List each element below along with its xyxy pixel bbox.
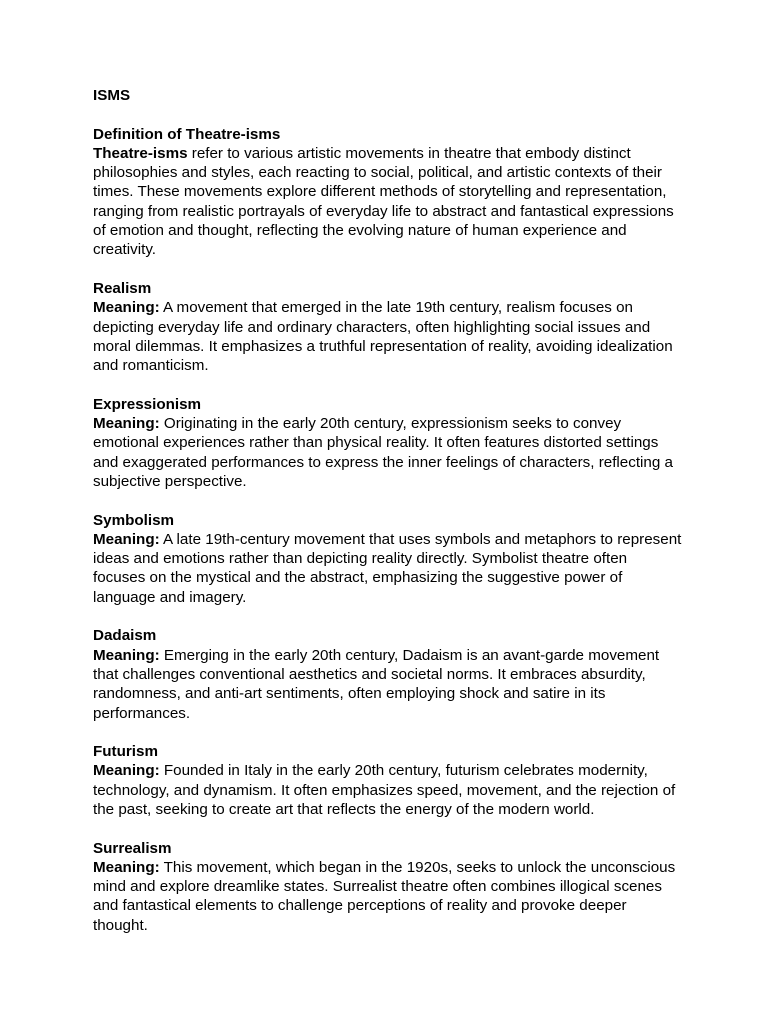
definition-text: refer to various artistic movements in theatre that embody distinct philosophies and styles, each reacting to social, political, and artistic contexts of their times. These movements explore different methods of storytelling and representation, ranging from realistic portrayals of everyday life to abstract and fantastical expressions of emotion and thought, reflecting the evolving nature of human experience and creativity. bbox=[93, 144, 674, 259]
section-realism bbox=[93, 279, 683, 375]
section-text: Founded in Italy in the early 20th century, futurism celebrates modernity, technology, and dynamism. It often emphasizes speed, movement, and the rejection of the past, seeking to create art that reflects the energy of the modern world. bbox=[93, 762, 676, 818]
section-dadaism bbox=[93, 626, 683, 722]
section-surrealism bbox=[93, 839, 683, 935]
section-text: Emerging in the early 20th century, Dadaism is an avant-garde movement that challenges conventional aesthetics and societal norms. It embraces absurdity, randomness, and anti-art sentiments, often employing shock and satire in its performances. bbox=[93, 646, 660, 722]
meaning-label: Meaning: bbox=[93, 299, 160, 317]
section-paragraph bbox=[93, 761, 683, 819]
meaning-label: Meaning: bbox=[93, 858, 160, 876]
meaning-label: Meaning: bbox=[93, 762, 160, 780]
definition-heading: Definition of Theatre-isms bbox=[93, 125, 281, 143]
section-text: This movement, which began in the 1920s, seeks to unlock the unconscious mind and explore dreamlike states. Surrealist theatre often combines illogical scenes and fantastical elements to challenge perceptions of reality and provoke deeper thought. bbox=[93, 858, 676, 934]
meaning-label: Meaning: bbox=[93, 415, 160, 433]
section-heading: Futurism bbox=[93, 743, 158, 761]
section-futurism bbox=[93, 742, 683, 819]
definition-section bbox=[93, 125, 683, 260]
section-heading: Symbolism bbox=[93, 511, 175, 529]
section-heading: Expressionism bbox=[93, 395, 202, 413]
section-text: Originating in the early 20th century, expressionism seeks to convey emotional experiences rather than physical reality. It often features distorted settings and exaggerated performances to express the inner feelings of characters, reflecting a subjective perspective. bbox=[93, 415, 673, 490]
section-text: A movement that emerged in the late 19th century, realism focuses on depicting everyday life and ordinary characters, often highlighting social issues and moral dilemmas. It emphasizes a truthful representation of reality, avoiding idealization and romanticism. bbox=[93, 299, 673, 375]
section-paragraph bbox=[93, 858, 683, 935]
section-expressionism bbox=[93, 395, 683, 491]
section-heading: Surrealism bbox=[93, 839, 172, 857]
section-heading: Realism bbox=[93, 279, 152, 297]
section-paragraph bbox=[93, 414, 683, 491]
section-symbolism bbox=[93, 511, 683, 607]
document-page bbox=[93, 86, 683, 935]
section-paragraph bbox=[93, 646, 683, 723]
meaning-label: Meaning: bbox=[93, 530, 160, 548]
section-paragraph bbox=[93, 298, 683, 375]
section-heading: Dadaism bbox=[93, 627, 157, 645]
section-text: A late 19th-century movement that uses symbols and metaphors to represent ideas and emotions rather than depicting reality directly. Symbolist theatre often focuses on the mystical and the abstract, emphasizing the suggestive power of language and imagery. bbox=[93, 530, 682, 606]
definition-paragraph bbox=[93, 144, 683, 260]
document-title: ISMS bbox=[93, 87, 131, 104]
meaning-label: Meaning: bbox=[93, 646, 160, 664]
definition-lead-term: Theatre-isms bbox=[93, 144, 188, 162]
section-paragraph bbox=[93, 530, 683, 607]
